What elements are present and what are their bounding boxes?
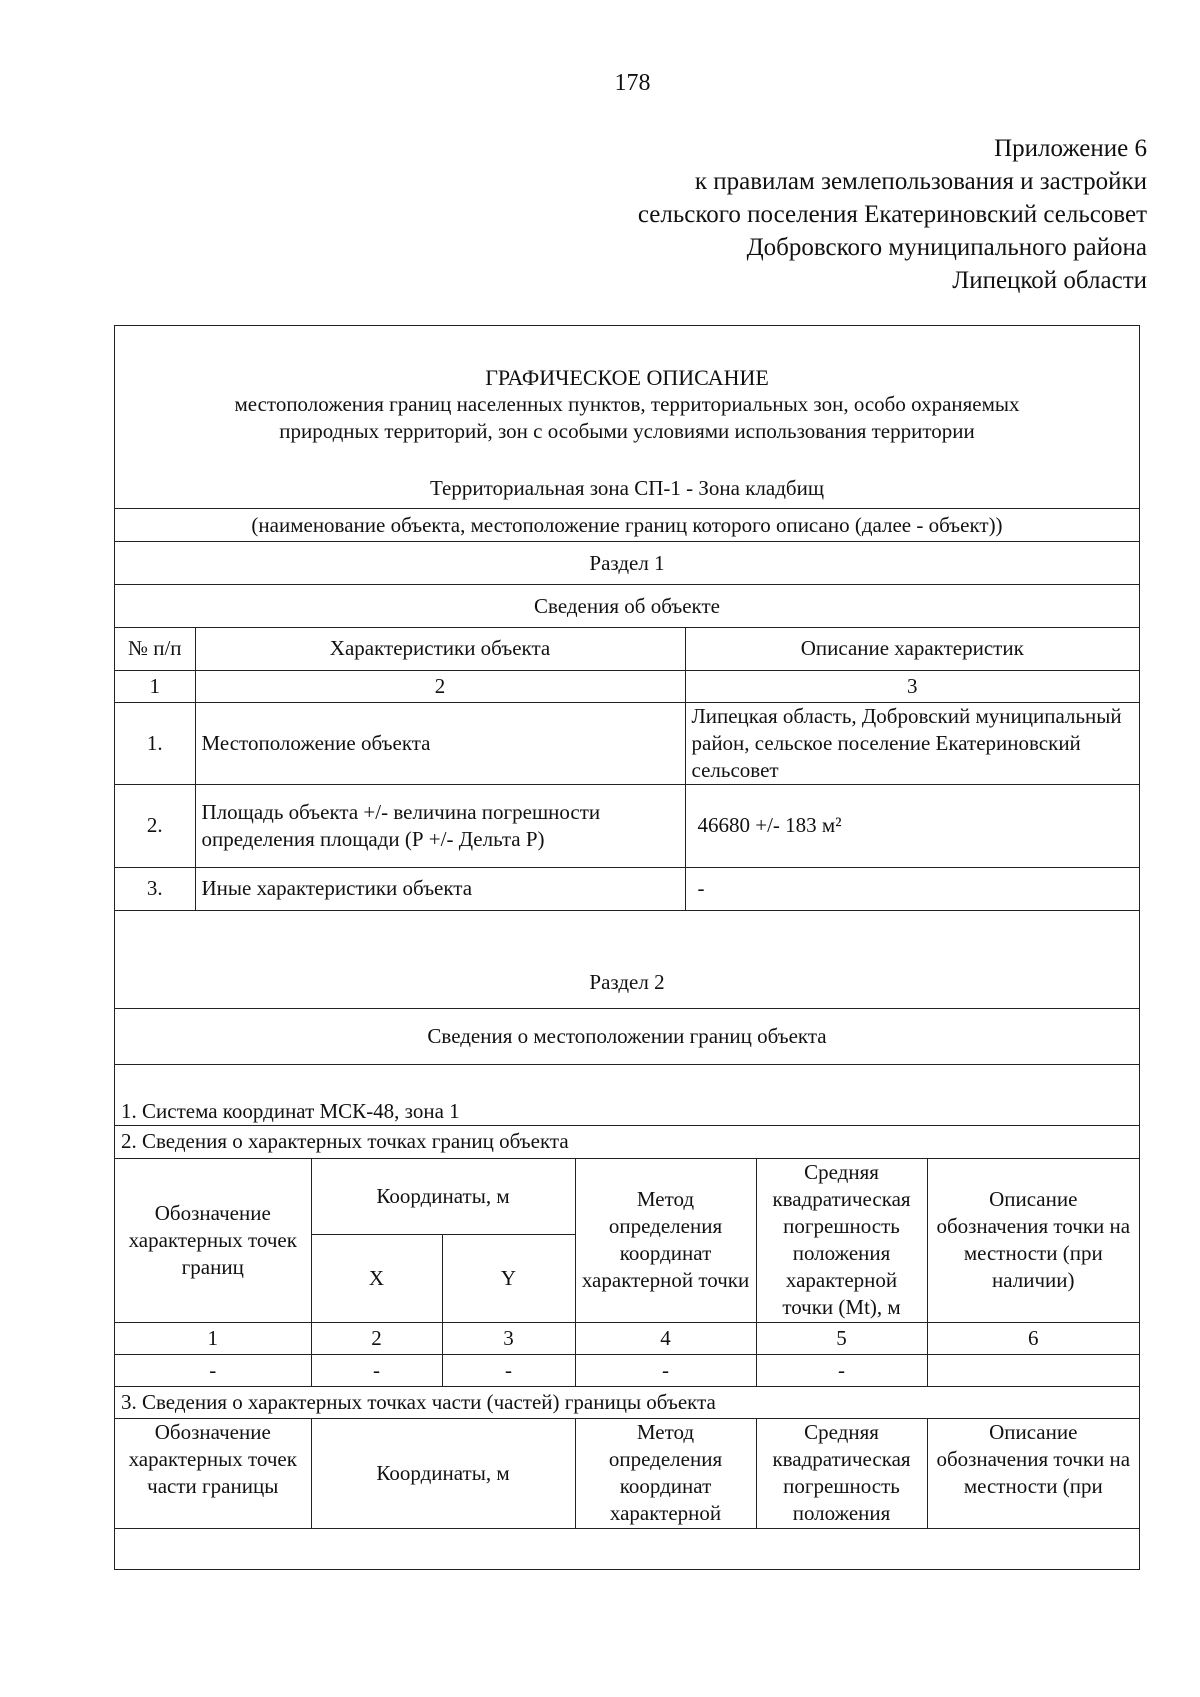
column-header: Характеристики объекта (195, 628, 685, 670)
points-section-title: 2. Сведения о характерных точках границ объекта (115, 1125, 1139, 1158)
row-number: 1. (115, 702, 195, 784)
object-caption: (наименование объекта, местоположение границ которого описано (далее - объект)) (115, 509, 1139, 542)
column-header-method: Метод определения координат характерной точки (575, 1159, 756, 1323)
parts-header-designation: Обозначение характерных точек части границы (115, 1419, 311, 1529)
appendix-line: Липецкой области (952, 267, 1147, 294)
page-number: 178 (614, 70, 651, 96)
zone-name: Территориальная зона СП-1 - Зона кладбищ (429, 476, 824, 500)
section2-subtitle: Сведения о местоположении границ объекта (115, 1008, 1139, 1064)
column-header-description: Описание обозначения точки на местности (при наличии) (927, 1159, 1139, 1323)
document-subtitle-line-2: природных территорий, зон с особыми условиями использования территории (279, 419, 975, 443)
row-number: 2. (115, 784, 195, 867)
point-cell: - (756, 1355, 927, 1387)
column-number: 5 (756, 1323, 927, 1355)
document-subtitle-line-1: местоположения границ населенных пунктов, территориальных зон, особо охраняемых (234, 392, 1020, 416)
appendix-line: к правилам землепользования и застройки (694, 168, 1147, 195)
row-number: 3. (115, 867, 195, 910)
column-header: Описание характеристик (685, 628, 1139, 670)
point-cell (927, 1355, 1139, 1387)
table-row (115, 784, 1139, 867)
column-header-x: X (311, 1235, 442, 1323)
characteristic-value: Липецкая область, Добровский муниципальный район, сельское поселение Екатериновский сельсовет (685, 702, 1139, 784)
characteristic-value: - (685, 867, 1139, 910)
appendix-line: Приложение 6 (994, 135, 1147, 162)
column-header-coordinates: Координаты, м (311, 1159, 575, 1235)
characteristic-value: 46680 +/- 183 м² (685, 784, 1139, 867)
column-number: 3 (685, 670, 1139, 702)
parts-header-description: Описание обозначения точки на местности (при (927, 1419, 1139, 1529)
parts-header-coordinates: Координаты, м (311, 1419, 575, 1529)
parts-header-error: Средняя квадратическая погрешность положения (756, 1419, 927, 1529)
column-number: 1 (115, 1323, 311, 1355)
column-number: 1 (115, 670, 195, 702)
characteristic-name: Площадь объекта +/- величина погрешности определения площади (Р +/- Дельта Р) (195, 784, 685, 867)
graphic-description-form (114, 325, 1140, 1570)
column-number: 4 (575, 1323, 756, 1355)
column-header-y: Y (442, 1235, 575, 1323)
section1-title: Раздел 1 (115, 542, 1139, 585)
appendix-line: Добровского муниципального района (746, 234, 1147, 261)
table-row (115, 1355, 1139, 1387)
point-cell: - (115, 1355, 311, 1387)
parts-header-method: Метод определения координат характерной (575, 1419, 756, 1529)
column-number: 3 (442, 1323, 575, 1355)
point-cell: - (442, 1355, 575, 1387)
section2-title: Раздел 2 (115, 911, 1139, 1009)
coordinate-system: 1. Система координат МСК-48, зона 1 (115, 1064, 1139, 1125)
table-row (115, 867, 1139, 910)
document-heading (115, 326, 1139, 509)
column-number: 2 (311, 1323, 442, 1355)
header-table (115, 326, 1139, 628)
column-header-designation: Обозначение характерных точек границ (115, 1159, 311, 1323)
section2-header-table (115, 911, 1139, 1159)
characteristic-name: Местоположение объекта (195, 702, 685, 784)
point-cell: - (575, 1355, 756, 1387)
column-number: 6 (927, 1323, 1139, 1355)
section1-subtitle: Сведения об объекте (115, 585, 1139, 628)
column-header: № п/п (115, 628, 195, 670)
point-cell: - (311, 1355, 442, 1387)
boundary-points-table (115, 1159, 1139, 1530)
characteristic-name: Иные характеристики объекта (195, 867, 685, 910)
object-info-table (115, 628, 1139, 911)
column-header-error: Средняя квадратическая погрешность положения характерной точки (Mt), м (756, 1159, 927, 1323)
parts-section-title: 3. Сведения о характерных точках части (частей) границы объекта (115, 1387, 1139, 1419)
appendix-line: сельского поселения Екатериновский сельсовет (637, 201, 1147, 228)
column-number: 2 (195, 670, 685, 702)
document-title: ГРАФИЧЕСКОЕ ОПИСАНИЕ (485, 365, 769, 390)
appendix-header (638, 132, 1147, 297)
table-row (115, 702, 1139, 784)
